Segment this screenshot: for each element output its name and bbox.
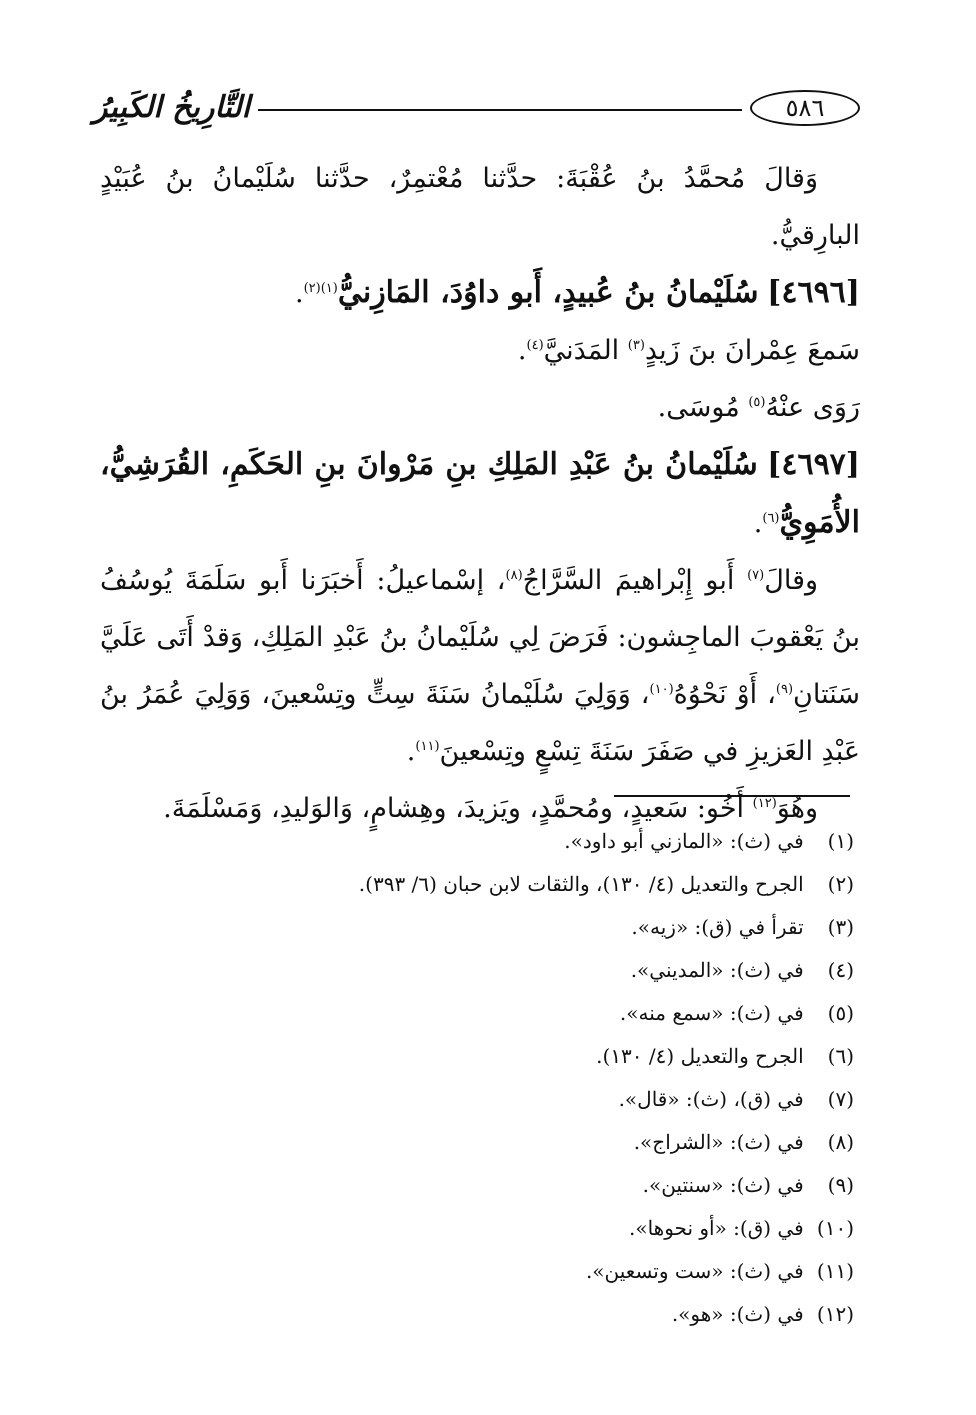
footnote-item (134, 863, 854, 906)
paragraph-report (100, 552, 860, 780)
footnote-ref: (٤) (526, 338, 544, 353)
footnote-ref: (٩) (775, 682, 794, 697)
text-run: وقالَ (764, 565, 819, 596)
header-rule (258, 109, 742, 111)
text-run: وهُوَ (776, 793, 818, 824)
text-run: المَدَنيَّ (543, 335, 628, 366)
entry-4696 (100, 264, 860, 322)
text-run: ، إسْماعيلُ: أَخبَرَنا أَبو سَلَمَةَ يُوسُفُ بنُ (100, 565, 860, 653)
footnote-ref: (١١) (415, 739, 440, 754)
footnote-number: (٨) (827, 1130, 854, 1154)
paragraph-narrated (100, 379, 860, 436)
footnote-item (134, 820, 854, 863)
main-text (100, 150, 860, 837)
footnote-text: في (ق): «أو نحوها». (628, 1216, 804, 1240)
footnote-item (134, 1293, 854, 1336)
footnote-text: الجرح والتعديل (٤/ ١٣٠). (596, 1044, 804, 1068)
footnote-item (134, 1078, 854, 1121)
page-header (92, 88, 860, 132)
footnote-separator (614, 795, 850, 797)
footnote-number: (١٠) (816, 1216, 854, 1240)
entry-end: . (753, 508, 763, 539)
footnote-ref: (٣) (627, 338, 645, 353)
footnote-text: في (ث): «سمع منه». (619, 1001, 804, 1025)
book-title: التَّارِيخُ الكَبِيرُ (92, 90, 250, 125)
footnote-number: (٩) (827, 1173, 854, 1197)
footnote-number: (١) (827, 829, 854, 853)
entry-number: [٤٦٩٦] (767, 275, 860, 310)
footnote-ref: (٧) (747, 568, 765, 583)
entry-4697 (100, 436, 860, 552)
footnote-number: (١١) (816, 1259, 854, 1283)
footnote-ref: (٦) (762, 511, 780, 526)
footnote-text: الجرح والتعديل (٤/ ١٣٠)، والثقات لابن حبان (٦/ ٣٩٣). (358, 872, 804, 896)
page-number: ٥٨٦ (785, 94, 825, 122)
footnote-ref: (١٠) (649, 682, 674, 697)
page-number-badge (750, 90, 860, 126)
footnote-text: في (ث): «المازني أبو داود». (564, 829, 804, 853)
footnote-item (134, 1250, 854, 1293)
paragraph-chain: وَقالَ مُحمَّدُ بنُ عُقْبَةَ: حدَّثنا مُعْتمِرٌ، حدَّثنا سُلَيْمانُ بنُ عُبَيْدٍ البارِقيُّ. (100, 163, 860, 251)
footnote-text: تقرأ في (ق): «زيه». (631, 915, 804, 939)
footnote-item (134, 1207, 854, 1250)
text-run: يَعْقوبَ الماجِشون: فَرَضَ لِي سُلَيْمانُ بنُ عَبْدِ المَلِكِ، وَقدْ أَتَى عَلَيَّ سَنَتانِ (100, 622, 860, 710)
footnote-text: في (ث): «ست وتسعين». (585, 1259, 804, 1283)
footnote-text: في (ث): «هو». (671, 1302, 804, 1326)
footnote-text: في (ق)، (ث): «قال». (618, 1087, 804, 1111)
text-run: صَفَرَ سَنَةَ تِسْعٍ وتِسْعينَ (439, 736, 695, 767)
footnote-item (134, 1035, 854, 1078)
entry-name-cont: الأُمَوِيُّ (779, 505, 860, 540)
footnotes (134, 820, 854, 1336)
footnote-text: في (ث): «المديني». (630, 958, 804, 982)
entry-end: . (294, 278, 304, 309)
text-run: رَوَى عنْهُ (765, 392, 860, 423)
text-run: أَخُو: سَعيدٍ، ومُحمَّدٍ، ويَزيدَ، وهِشامٍ، وَالوَليدِ، وَمَسْلَمَةَ. (163, 793, 753, 824)
footnote-item (134, 906, 854, 949)
paragraph-heard (100, 322, 860, 379)
text-run: . (406, 736, 416, 767)
text-run: أَوْ نَحْوُهُ (673, 679, 758, 710)
footnote-number: (٧) (827, 1087, 854, 1111)
footnote-number: (٣) (827, 915, 854, 939)
entry-name: سُلَيْمانُ بنُ عُبيدٍ، أَبو داوُدَ، المَازِنيُّ (337, 275, 759, 310)
footnote-text: في (ث): «الشراج». (633, 1130, 804, 1154)
entry-name: سُلَيْمانُ بنُ عَبْدِ المَلِكِ بنِ مَرْوانَ بنِ الحَكَمِ، القُرَشِيُّ، (100, 447, 758, 482)
footnote-ref: (٥) (748, 395, 766, 410)
footnote-item (134, 949, 854, 992)
entry-number: [٤٦٩٧] (767, 447, 860, 482)
footnote-number: (٢) (827, 872, 854, 896)
footnote-ref: (١)(٢) (303, 281, 338, 296)
footnote-number: (٥) (827, 1001, 854, 1025)
footnote-item (134, 992, 854, 1035)
footnote-number: (٦) (827, 1044, 854, 1068)
footnote-item (134, 1121, 854, 1164)
text-run: سَمعَ عِمْرانَ بنَ زَيدٍ (644, 335, 860, 366)
footnote-number: (٤) (827, 958, 854, 982)
text-run: ، (767, 679, 776, 710)
text-run: . (517, 335, 527, 366)
footnote-ref: (١٢) (752, 796, 777, 811)
footnote-number: (١٢) (816, 1302, 854, 1326)
text-run: ، وَوَلِيَ سُلَيْمانُ سَنَةَ سِتٍّ وتِسْعينَ، وَوَلِيَ عُمَرُ بنُ عَبْدِ العَزيزِ في (100, 679, 860, 767)
footnote-text: في (ث): «سنتين». (642, 1173, 804, 1197)
text-run: مُوسَى. (657, 392, 749, 423)
footnote-ref: (٨) (505, 568, 523, 583)
footnote-item (134, 1164, 854, 1207)
text-run: أَبو إِبْراهيمَ السَّرَّاجُ (522, 565, 748, 596)
